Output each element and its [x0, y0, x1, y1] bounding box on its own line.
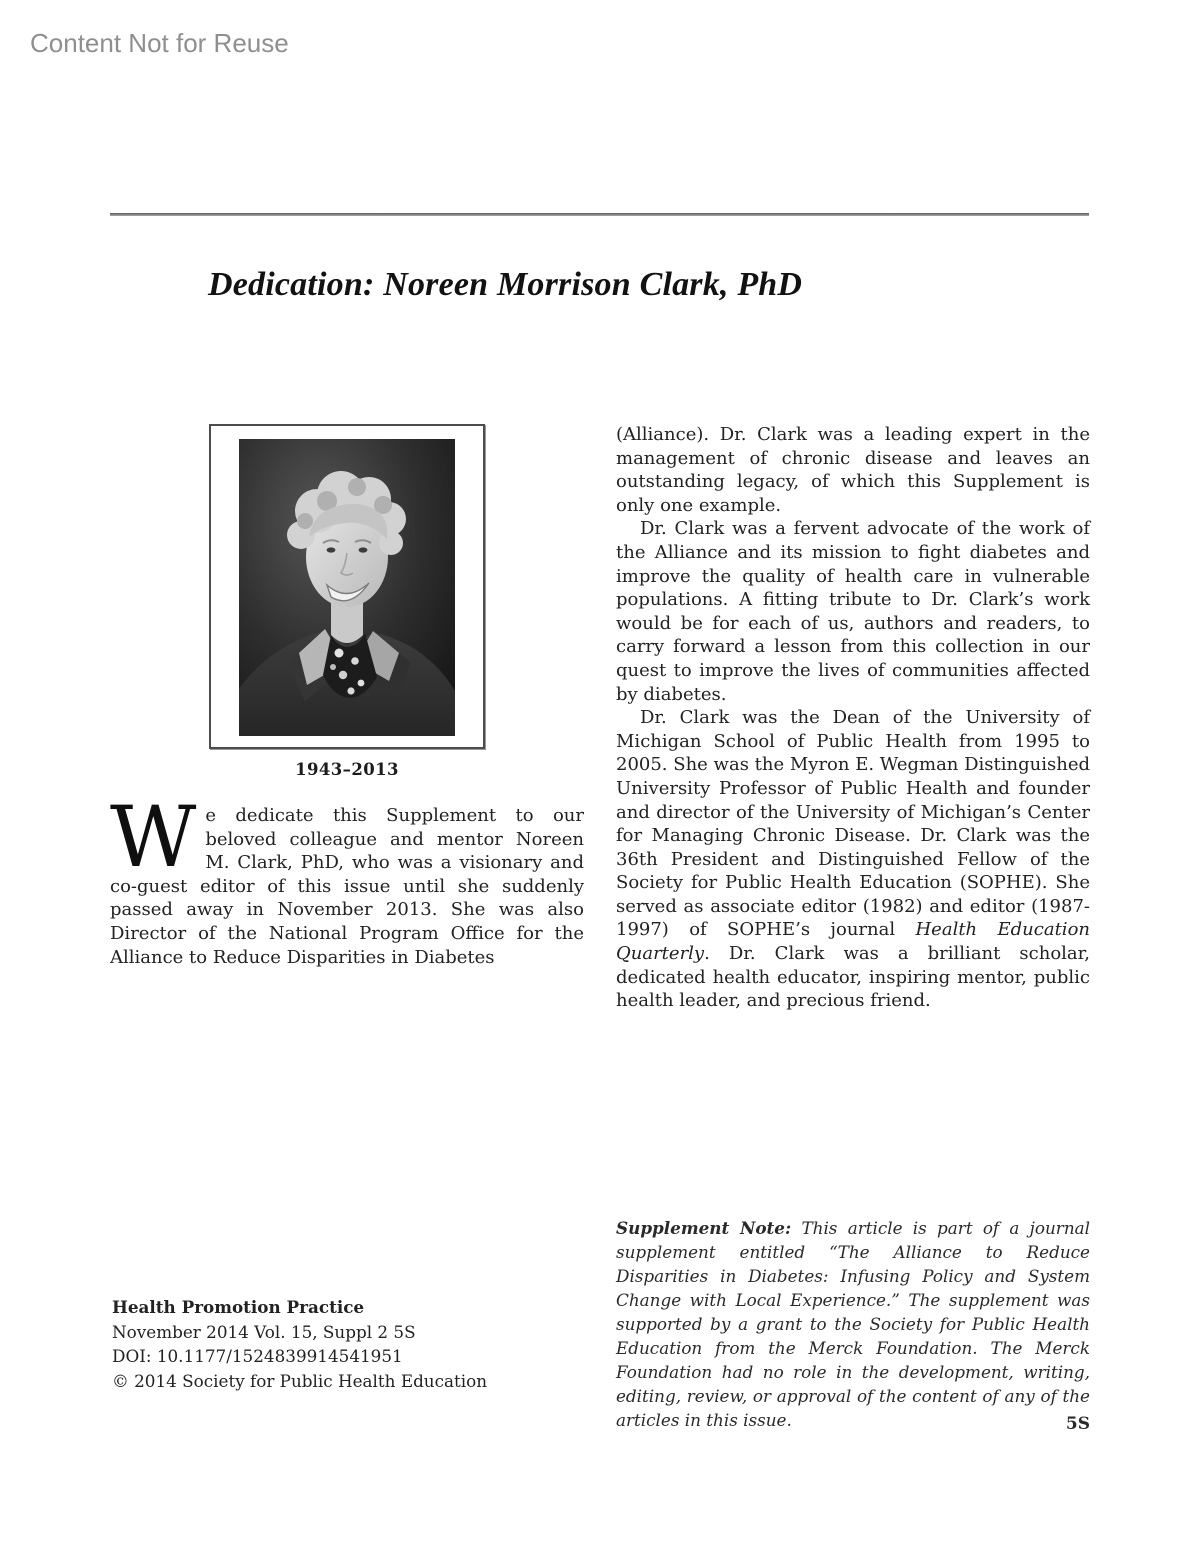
lead-paragraph-text: e dedicate this Supplement to our beloved colleague and mentor Noreen M. Clark, PhD, who was a visionary and co-guest editor of this issue until she suddenly passed away in November 2013. She was also Director of the National Program Office for the Alliance to Reduce Disparities in Diabetes: [110, 805, 584, 968]
body-paragraph-3: [616, 706, 1090, 1013]
right-column: [616, 423, 1090, 1013]
page-number: 5S: [1065, 1414, 1090, 1434]
left-column: [110, 788, 584, 969]
body-paragraph-3-text-end: . Dr. Clark was a brilliant scholar, dedicated health educator, inspiring mentor, public health leader, and precious friend.: [616, 943, 1090, 1012]
portrait-figure: [209, 424, 485, 749]
portrait-photo: [239, 439, 455, 736]
header-rule: [110, 213, 1089, 216]
body-paragraph-1: (Alliance). Dr. Clark was a leading expert in the management of chronic disease and leaves an outstanding legacy, of which this Supplement is only one example.: [616, 424, 1090, 516]
journal-info: [112, 1295, 487, 1393]
drop-cap: W: [110, 788, 197, 886]
watermark-text: Content Not for Reuse: [30, 28, 289, 58]
body-paragraph-3-text: Dr. Clark was the Dean of the University of Michigan School of Public Health from 1995 to 2005. She was the Myron E. Wegman Distinguished University Professor of Public Health and founder and director of the University of Michigan’s Center for Managing Chronic Disease. Dr. Clark was the 36th President and Distinguished Fellow of the Society for Public Health Education (SOPHE). She served as associate editor (1982) and editor (1987-1997) of SOPHE’s journal: [616, 707, 1090, 941]
journal-issue: November 2014 Vol. 15, Suppl 2 5S: [112, 1321, 416, 1342]
article-title: Dedication: Noreen Morrison Clark, PhD: [208, 266, 803, 303]
journal-doi: DOI: 10.1177/1524839914541951: [112, 1346, 403, 1367]
supplement-note: [616, 1216, 1090, 1432]
journal-copyright: © 2014 Society for Public Health Education: [112, 1370, 488, 1391]
journal-name: Health Promotion Practice: [112, 1297, 365, 1317]
body-paragraph-2: Dr. Clark was a fervent advocate of the work of the Alliance and its mission to fight diabetes and improve the quality of health care in vulnerable populations. A fitting tribute to Dr. Clark’s work would be for each of us, authors and readers, to carry forward a lesson from this collection in our quest to improve the lives of communities affected by diabetes.: [616, 518, 1090, 705]
supplement-note-text: This article is part of a journal supplement entitled “The Alliance to Reduce Disparities in Diabetes: Infusing Policy and System Change with Local Experience.” The supplement was supported by a grant to the Society for Public Health Education from the Merck Foundation. The Merck Foundation had no role in the development, writing, editing, review, or approval of the content of any of the articles in this issue.: [616, 1218, 1091, 1430]
lead-paragraph: [110, 788, 584, 969]
supplement-note-label: Supplement Note:: [616, 1218, 792, 1238]
portrait-caption: 1943–2013: [295, 760, 399, 779]
journal-title-italic: Health Education Quarterly: [616, 919, 1090, 965]
